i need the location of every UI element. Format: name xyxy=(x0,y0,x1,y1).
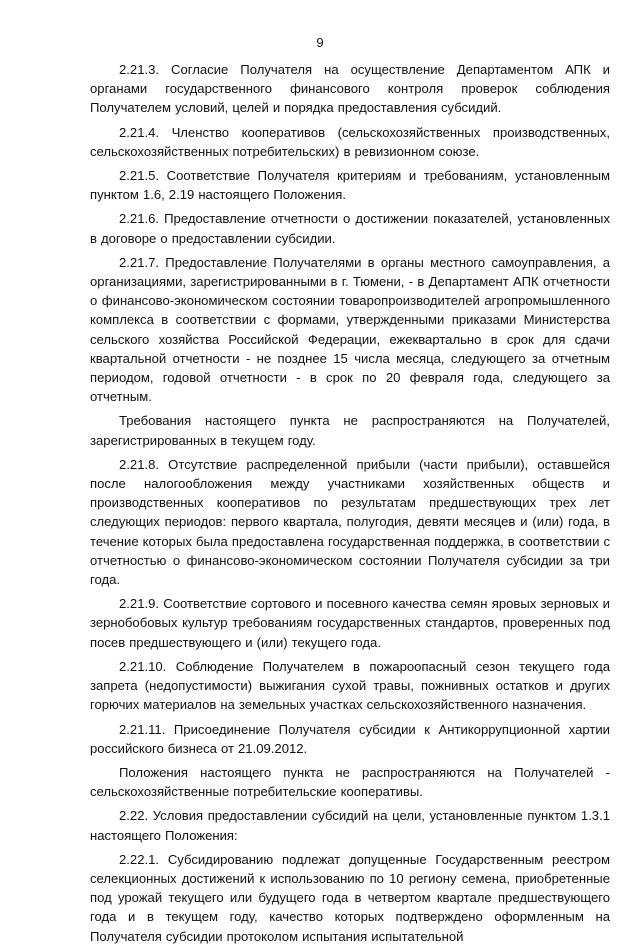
paragraph-2-21-11: 2.21.11. Присоединение Получателя субсидии к Антикоррупционной хартии российского бизнеса от 21.09.2012. xyxy=(90,721,610,756)
paragraph-2-21-8: 2.21.8. Отсутствие распределенной прибыли (части прибыли), оставшейся после налогообложения между участниками хозяйственных обществ и производственных кооперативов по результатам предшествующих трех лет следующих периодов: первого квартала, полугодия, девяти месяцев и (или) года, в течение которых была предоставлена государственная поддержка, в соответствии с отчетностью о финансово-экономическом состоянии Получателя субсидии за три года. xyxy=(90,456,610,588)
paragraph-2-21-5: 2.21.5. Соответствие Получателя критериям и требованиям, установленным пунктом 1.6, 2.19 настоящего Положения. xyxy=(90,168,610,203)
paragraph-2-22-1: 2.22.1. Субсидированию подлежат допущенные Государственным реестром селекционных достижений к использованию по 10 региону семена, приобретенные под урожай текущего или будущего года в четвертом квартале предшествующего года и в текущем году, качество которых подтверждено оформленным на Получателя субсидии протоколом испытания испытательной xyxy=(90,851,610,944)
paragraph-2-21-6: 2.21.6. Предоставление отчетности о достижении показателей, установленных в договоре о предоставлении субсидии. xyxy=(90,211,610,246)
paragraph-2-22: 2.22. Условия предоставлении субсидий на цели, установленные пунктом 1.3.1 настоящего Положения: xyxy=(90,808,610,843)
document-body xyxy=(90,60,610,950)
paragraph-2-21-3: 2.21.3. Согласие Получателя на осуществление Департаментом АПК и органами государственного финансового контроля проверок соблюдения Получателем условий, целей и порядка предоставления субсидий. xyxy=(90,62,610,116)
paragraph-2-21-9: 2.21.9. Соответствие сортового и посевного качества семян яровых зерновых и зернобобовых культур требованиям государственных стандартов, проверенных под посев предшествующего и (или) текущего года. xyxy=(90,596,610,650)
page-number: 9 xyxy=(316,35,324,50)
paragraph-requirements-note: Требования настоящего пункта не распространяются на Получателей, зарегистрированных в текущем году. xyxy=(90,413,610,448)
paragraph-2-21-7: 2.21.7. Предоставление Получателями в органы местного самоуправления, а организациями, зарегистрированными в г. Тюмени, - в Департамент АПК отчетности о финансово-экономическом состоянии товаропроизводителей агропромышленного комплекса в соответствии с формами, утвержденными приказами Министерства сельского хозяйства Российской Федерации, ежеквартально в срок для сдачи квартальной отчетности - не позднее 15 числа месяца, следующего за отчетным периодом, годовой отчетности - в срок по 20 февраля года, следующего за отчетным. xyxy=(90,254,610,405)
paragraph-2-21-10: 2.21.10. Соблюдение Получателем в пожароопасный сезон текущего года запрета (недопустимости) выжигания сухой травы, пожнивных остатков и других горючих материалов на земельных участках сельскохозяйственного назначения. xyxy=(90,658,610,713)
paragraph-provisions-note: Положения настоящего пункта не распространяются на Получателей - сельскохозяйственные потребительские кооперативы. xyxy=(90,764,610,800)
paragraph-2-21-4: 2.21.4. Членство кооперативов (сельскохозяйственных производственных, сельскохозяйственных потребительских) в ревизионном союзе. xyxy=(90,124,610,159)
